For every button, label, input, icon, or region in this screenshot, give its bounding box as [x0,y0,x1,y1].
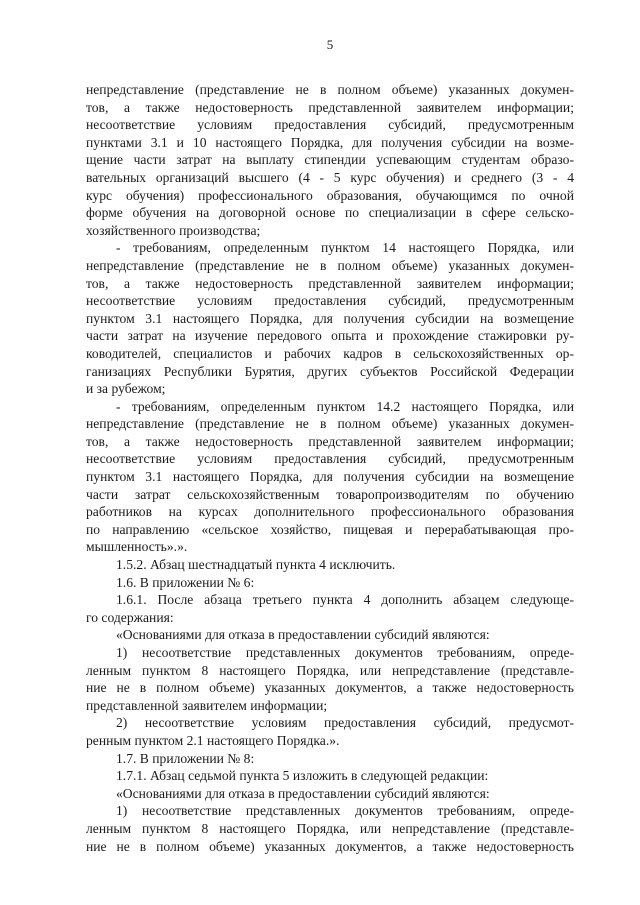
text-line: «Основаниями для отказа в предоставлении субсидий являются: [116,627,490,643]
text-line: ленным пунктом 8 настоящего Порядка, или непредставление (представле- [86,820,574,836]
text-line: тов, а также недостоверность представленной заявителем информации; [86,99,574,115]
text-line: 1) несоответствие представленных документов требованиям, опреде- [116,645,574,660]
text-line: пунктом 3.1 настоящего Порядка, для получения субсидии на возмещение [86,310,574,326]
text-line: курс обучения) профессионального образования, обучающимся по очной [86,187,574,203]
text-line: го содержания: [86,609,174,625]
text-line: - требованиям, определенным пунктом 14 настоящего Порядка, или [116,240,574,256]
text-line: части затрат сельскохозяйственным товаропроизводителям по обучению [86,486,574,502]
text-line: ленным пунктом 8 настоящего Порядка, или непредставление (представле- [86,662,574,678]
text-line: тов, а также недостоверность представленной заявителем информации; [86,275,574,291]
text-line: мышленность».». [86,539,188,555]
text-line: 1) несоответствие представленных документов требованиям, опреде- [116,803,574,819]
page-number: 5 [326,37,334,52]
text-line: непредставление (представление не в полном объеме) указанных докумен- [86,82,574,97]
text-line: несоответствие условиям предоставления субсидий, предусмотренным [86,117,574,133]
text-line: 1.7. В приложении № 8: [116,750,255,766]
text-line: 1.6. В приложении № 6: [116,574,255,590]
text-line: части затрат на изучение передового опыта и прохождение стажировки ру- [86,328,574,344]
text-line: щение части затрат на выплату стипендии успевающим студентам образо- [86,152,574,168]
text-line: 1.7.1. Абзац седьмой пункта 5 изложить в следующей редакции: [116,768,489,784]
text-line: ние не в полном объеме) указанных документов, а также недостоверность [86,680,574,696]
text-line: хозяйственного производства; [86,222,261,238]
text-line: непредставление (представление не в полном объеме) указанных докумен- [86,257,574,273]
text-line: работников на курсах дополнительного профессионального образования [86,504,574,520]
text-line: по направлению «сельское хозяйство, пищевая и перерабатывающая про- [86,521,574,537]
text-line: ководителей, специалистов и рабочих кадров в сельскохозяйственных ор- [86,345,574,361]
text-line: пунктом 3.1 настоящего Порядка, для получения субсидии на возмещение [86,469,574,485]
text-line: ганизациях Республики Бурятия, других субъектов Российской Федерации [86,363,574,379]
document-body [86,81,574,855]
text-line: 2) несоответствие условиям предоставления субсидий, предусмот- [116,715,574,731]
text-line: и за рубежом; [86,381,166,397]
text-line: «Основаниями для отказа в предоставлении субсидий являются: [116,785,490,801]
text-line: ренным пунктом 2.1 настоящего Порядка.». [86,732,340,748]
text-line: ние не в полном объеме) указанных документов, а также недостоверность [86,838,574,854]
text-line: вательных организаций высшего (4 - 5 курс обучения) и среднего (3 - 4 [86,169,574,185]
text-line: несоответствие условиям предоставления субсидий, предусмотренным [86,293,574,309]
text-line: форме обучения на договорной основе по специализации в сфере сельско- [86,205,574,221]
text-line: непредставление (представление не в полном объеме) указанных докумен- [86,416,574,432]
text-line: пунктами 3.1 и 10 настоящего Порядка, для получения субсидии на возме- [86,134,574,150]
text-line: несоответствие условиям предоставления субсидий, предусмотренным [86,451,574,467]
text-line: - требованиям, определенным пунктом 14.2 настоящего Порядка, или [116,398,574,414]
text-line: тов, а также недостоверность представленной заявителем информации; [86,433,574,449]
text-line: 1.5.2. Абзац шестнадцатый пункта 4 исключить. [116,557,396,573]
text-line: 1.6.1. После абзаца третьего пункта 4 дополнить абзацем следующе- [116,592,574,608]
text-line: представленной заявителем информации; [86,697,328,713]
